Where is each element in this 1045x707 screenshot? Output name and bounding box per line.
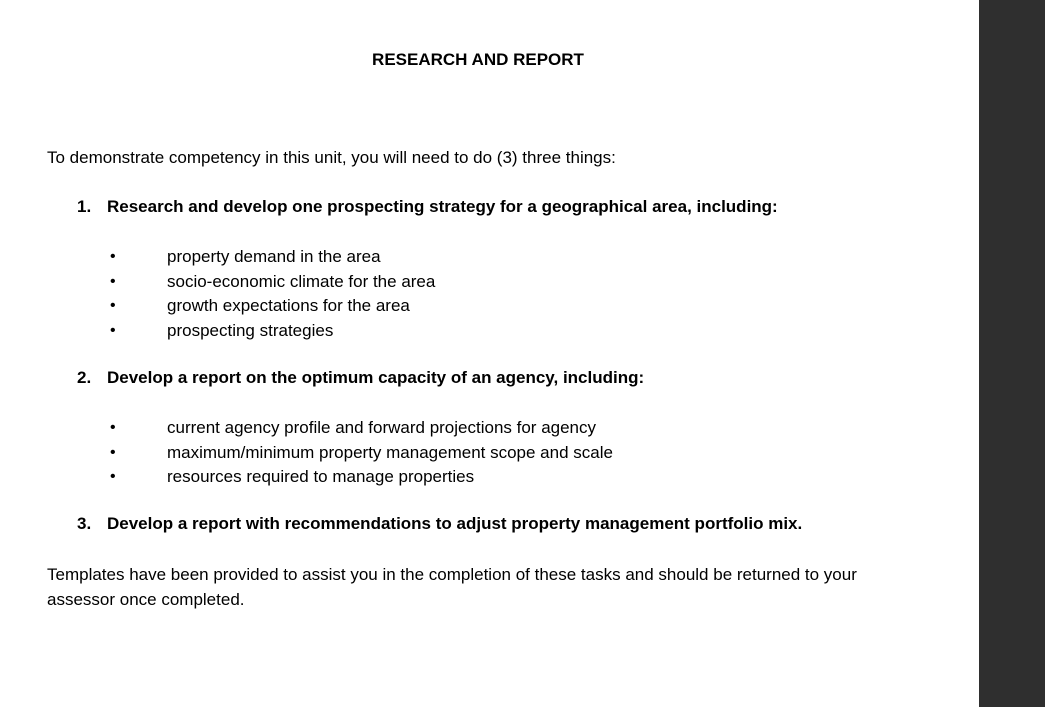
list-item-text: growth expectations for the area: [167, 296, 410, 315]
bullet-icon: •: [110, 321, 116, 339]
bullet-icon: •: [110, 248, 116, 265]
task-1-bullet-list: [110, 245, 435, 343]
task-number: 1.: [77, 197, 92, 216]
list-item-text: current agency profile and forward projections for agency: [167, 418, 597, 437]
task-number: 3.: [77, 514, 92, 533]
list-item-text: prospecting strategies: [167, 320, 334, 340]
list-item: [110, 465, 613, 490]
closing-paragraph: Templates have been provided to assist you in the completion of these tasks and should be returned to your assessor once completed.: [47, 565, 857, 609]
bullet-icon: •: [110, 419, 116, 436]
task-text: Develop a report with recommendations to adjust property management portfolio mix.: [107, 514, 803, 533]
bullet-icon: •: [110, 272, 116, 290]
list-item-text: socio-economic climate for the area: [167, 271, 436, 291]
list-item-text: maximum/minimum property management scope and scale: [167, 442, 613, 462]
intro-paragraph: To demonstrate competency in this unit, you will need to do (3) three things:: [47, 148, 616, 167]
bullet-icon: •: [110, 443, 116, 461]
document-title: RESEARCH AND REPORT: [372, 50, 584, 69]
task-1-heading: [77, 196, 778, 218]
task-2-bullet-list: [110, 416, 613, 490]
bullet-icon: •: [110, 297, 116, 314]
list-item: [110, 416, 613, 441]
list-item: [110, 441, 613, 466]
list-item: [110, 245, 435, 270]
list-item: [110, 270, 435, 295]
side-panel: [979, 0, 1045, 707]
task-text: Develop a report on the optimum capacity of an agency, including:: [107, 368, 645, 387]
list-item: [110, 319, 435, 344]
task-3-heading: [77, 513, 802, 535]
task-number: 2.: [77, 368, 92, 387]
task-text: Research and develop one prospecting strategy for a geographical area, including:: [107, 197, 778, 216]
bullet-icon: •: [110, 468, 116, 485]
list-item: [110, 294, 435, 319]
list-item-text: resources required to manage properties: [167, 467, 475, 486]
task-2-heading: [77, 367, 644, 389]
list-item-text: property demand in the area: [167, 247, 381, 266]
